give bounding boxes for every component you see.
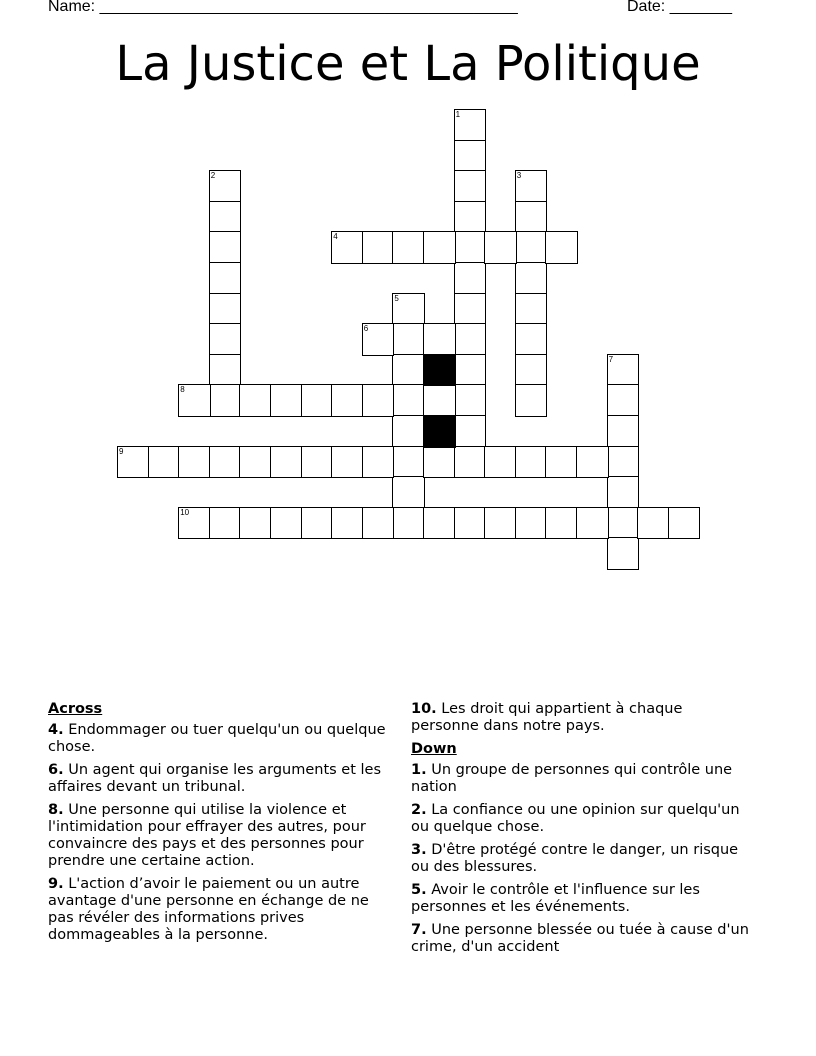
clue-number: 6. xyxy=(48,762,64,778)
black-cell xyxy=(423,415,456,448)
grid-cell[interactable] xyxy=(423,384,456,417)
clue-number-label: 8 xyxy=(180,385,185,395)
grid-cell[interactable] xyxy=(637,507,670,540)
clue-number-label: 7 xyxy=(608,354,614,364)
clue-number-label: 3 xyxy=(516,171,522,181)
clue-number-label: 2 xyxy=(210,171,216,181)
clue-text: Un agent qui organise les arguments et les affaires devant un tribunal. xyxy=(48,762,382,795)
grid-cell[interactable] xyxy=(484,507,517,540)
grid-cell[interactable] xyxy=(209,507,242,540)
clue-number: 3. xyxy=(411,842,427,858)
grid-cell[interactable] xyxy=(607,446,640,479)
clue-text: L'action d’avoir le paiement ou un autre avantage d'une personne en échange de ne pas révéler des informations prives dommageables à la personne. xyxy=(48,876,369,943)
grid-cell[interactable] xyxy=(301,507,334,540)
clue-number: 1. xyxy=(411,762,427,778)
clue-down-5 xyxy=(411,882,751,916)
grid-cell[interactable] xyxy=(454,262,487,295)
grid-cell[interactable] xyxy=(209,323,242,356)
grid-cell[interactable] xyxy=(209,231,242,264)
grid-cell[interactable] xyxy=(454,384,487,417)
clue-number-label: 4 xyxy=(333,232,338,242)
grid-cell[interactable] xyxy=(515,323,548,356)
grid-cell[interactable] xyxy=(392,415,425,448)
grid-cell[interactable] xyxy=(117,446,150,479)
grid-cell[interactable] xyxy=(454,170,487,203)
grid-cell[interactable] xyxy=(270,384,303,417)
grid-cell[interactable] xyxy=(209,170,242,203)
clue-number-label: 5 xyxy=(394,293,399,303)
grid-cell[interactable] xyxy=(209,201,242,234)
clue-text: Une personne qui utilise la violence et l'intimidation pour effrayer des autres, pour convaincre des pays et des personnes pour prendre une certaine action. xyxy=(48,802,366,869)
clue-across-8 xyxy=(48,802,398,870)
grid-cell[interactable] xyxy=(178,384,211,417)
grid-cell[interactable] xyxy=(178,446,211,479)
grid-cell[interactable] xyxy=(454,140,487,173)
clue-down-7 xyxy=(411,922,751,956)
grid-cell[interactable] xyxy=(148,446,181,479)
grid-cell[interactable] xyxy=(362,384,395,417)
grid-cell[interactable] xyxy=(607,384,640,417)
clue-down-2 xyxy=(411,802,751,836)
grid-cell[interactable] xyxy=(454,507,487,540)
grid-cell[interactable] xyxy=(515,354,548,387)
clue-text: Un groupe de personnes qui contrôle une nation xyxy=(411,762,733,795)
date-blank[interactable]: _______ xyxy=(669,0,732,15)
grid-cell[interactable] xyxy=(270,446,303,479)
grid-cell[interactable] xyxy=(178,507,211,540)
clue-across-9 xyxy=(48,876,398,944)
grid-cell[interactable] xyxy=(515,231,548,264)
clue-across-4 xyxy=(48,722,398,756)
grid-cell[interactable] xyxy=(454,109,487,142)
grid-cell[interactable] xyxy=(484,231,517,264)
grid-cell[interactable] xyxy=(331,507,364,540)
grid-cell[interactable] xyxy=(362,231,395,264)
grid-cell[interactable] xyxy=(209,384,242,417)
grid-cell[interactable] xyxy=(301,384,334,417)
grid-cell[interactable] xyxy=(515,201,548,234)
clue-number: 7. xyxy=(411,922,427,938)
grid-cell[interactable] xyxy=(515,507,548,540)
grid-cell[interactable] xyxy=(209,354,242,387)
clue-number-label: 1 xyxy=(455,110,461,119)
grid-cell[interactable] xyxy=(423,231,456,264)
grid-cell[interactable] xyxy=(668,507,701,540)
grid-cell[interactable] xyxy=(392,323,425,356)
grid-cell[interactable] xyxy=(423,446,456,479)
clue-number: 9. xyxy=(48,876,64,892)
clue-number: 4. xyxy=(48,722,64,738)
across-heading: Across xyxy=(48,701,103,717)
black-cell xyxy=(423,354,456,387)
grid-cell[interactable] xyxy=(515,262,548,295)
grid-cell[interactable] xyxy=(331,446,364,479)
grid-cell[interactable] xyxy=(239,384,272,417)
grid-cell[interactable] xyxy=(239,446,272,479)
grid-cell[interactable] xyxy=(423,323,456,356)
grid-cell[interactable] xyxy=(545,231,578,264)
clue-number: 10. xyxy=(411,701,437,717)
name-label: Name: xyxy=(48,0,96,15)
grid-cell[interactable] xyxy=(484,446,517,479)
grid-cell[interactable] xyxy=(362,323,395,356)
grid-cell[interactable] xyxy=(270,507,303,540)
grid-cell[interactable] xyxy=(392,354,425,387)
clue-text: Avoir le contrôle et l'influence sur les personnes et les événements. xyxy=(411,882,700,915)
grid-cell[interactable] xyxy=(392,293,425,326)
date-label: Date: xyxy=(627,0,666,15)
clue-number: 8. xyxy=(48,802,64,818)
grid-cell[interactable] xyxy=(209,293,242,326)
clue-text: D'être protégé contre le danger, un risque ou des blessures. xyxy=(411,842,739,875)
grid-cell[interactable] xyxy=(454,231,487,264)
grid-cell[interactable] xyxy=(515,446,548,479)
grid-cell[interactable] xyxy=(392,476,425,509)
clue-text: La confiance ou une opinion sur quelqu'un ou quelque chose. xyxy=(411,802,740,835)
grid-cell[interactable] xyxy=(515,384,548,417)
grid-cell[interactable] xyxy=(607,476,640,509)
grid-cell[interactable] xyxy=(331,384,364,417)
name-blank[interactable]: _______________________________________________ xyxy=(99,0,518,15)
clue-number: 5. xyxy=(411,882,427,898)
grid-cell[interactable] xyxy=(362,446,395,479)
clues-column-left xyxy=(48,701,398,950)
grid-cell[interactable] xyxy=(239,507,272,540)
grid-cell[interactable] xyxy=(423,507,456,540)
clue-number-label: 9 xyxy=(119,446,124,456)
grid-cell[interactable] xyxy=(454,415,487,448)
grid-cell[interactable] xyxy=(392,507,425,540)
clue-text: Une personne blessée ou tuée à cause d'un crime, d'un accident xyxy=(411,922,749,955)
grid-cell[interactable] xyxy=(454,201,487,234)
grid-cell[interactable] xyxy=(392,384,425,417)
clues-column-right xyxy=(411,701,751,962)
clue-number-label: 10 xyxy=(180,507,190,517)
clue-number-label: 6 xyxy=(363,324,369,334)
grid-cell[interactable] xyxy=(331,231,364,264)
grid-cell[interactable] xyxy=(607,507,640,540)
grid-cell[interactable] xyxy=(454,446,487,479)
grid-cell[interactable] xyxy=(454,354,487,387)
grid-cell[interactable] xyxy=(515,170,548,203)
grid-cell[interactable] xyxy=(607,415,640,448)
grid-cell[interactable] xyxy=(362,507,395,540)
grid-cell[interactable] xyxy=(515,293,548,326)
grid-cell[interactable] xyxy=(209,446,242,479)
grid-cell[interactable] xyxy=(392,446,425,479)
clue-down-3 xyxy=(411,842,751,876)
page-title: La Justice et La Politique xyxy=(115,36,701,92)
grid-cell[interactable] xyxy=(301,446,334,479)
grid-cell[interactable] xyxy=(209,262,242,295)
down-heading: Down xyxy=(411,741,457,757)
clue-across-10 xyxy=(411,701,751,735)
grid-cell[interactable] xyxy=(607,354,640,387)
clue-across-6 xyxy=(48,762,398,796)
clue-down-1 xyxy=(411,762,751,796)
grid-cell[interactable] xyxy=(576,507,609,540)
grid-cell[interactable] xyxy=(545,507,578,540)
grid-cell[interactable] xyxy=(454,323,487,356)
grid-cell[interactable] xyxy=(545,446,578,479)
grid-cell[interactable] xyxy=(454,293,487,326)
grid-cell[interactable] xyxy=(392,231,425,264)
grid-cell[interactable] xyxy=(607,537,640,570)
clue-text: Endommager ou tuer quelqu'un ou quelque chose. xyxy=(48,722,386,755)
grid-cell[interactable] xyxy=(576,446,609,479)
clue-text: Les droit qui appartient à chaque personne dans notre pays. xyxy=(411,701,683,734)
clue-number: 2. xyxy=(411,802,427,818)
